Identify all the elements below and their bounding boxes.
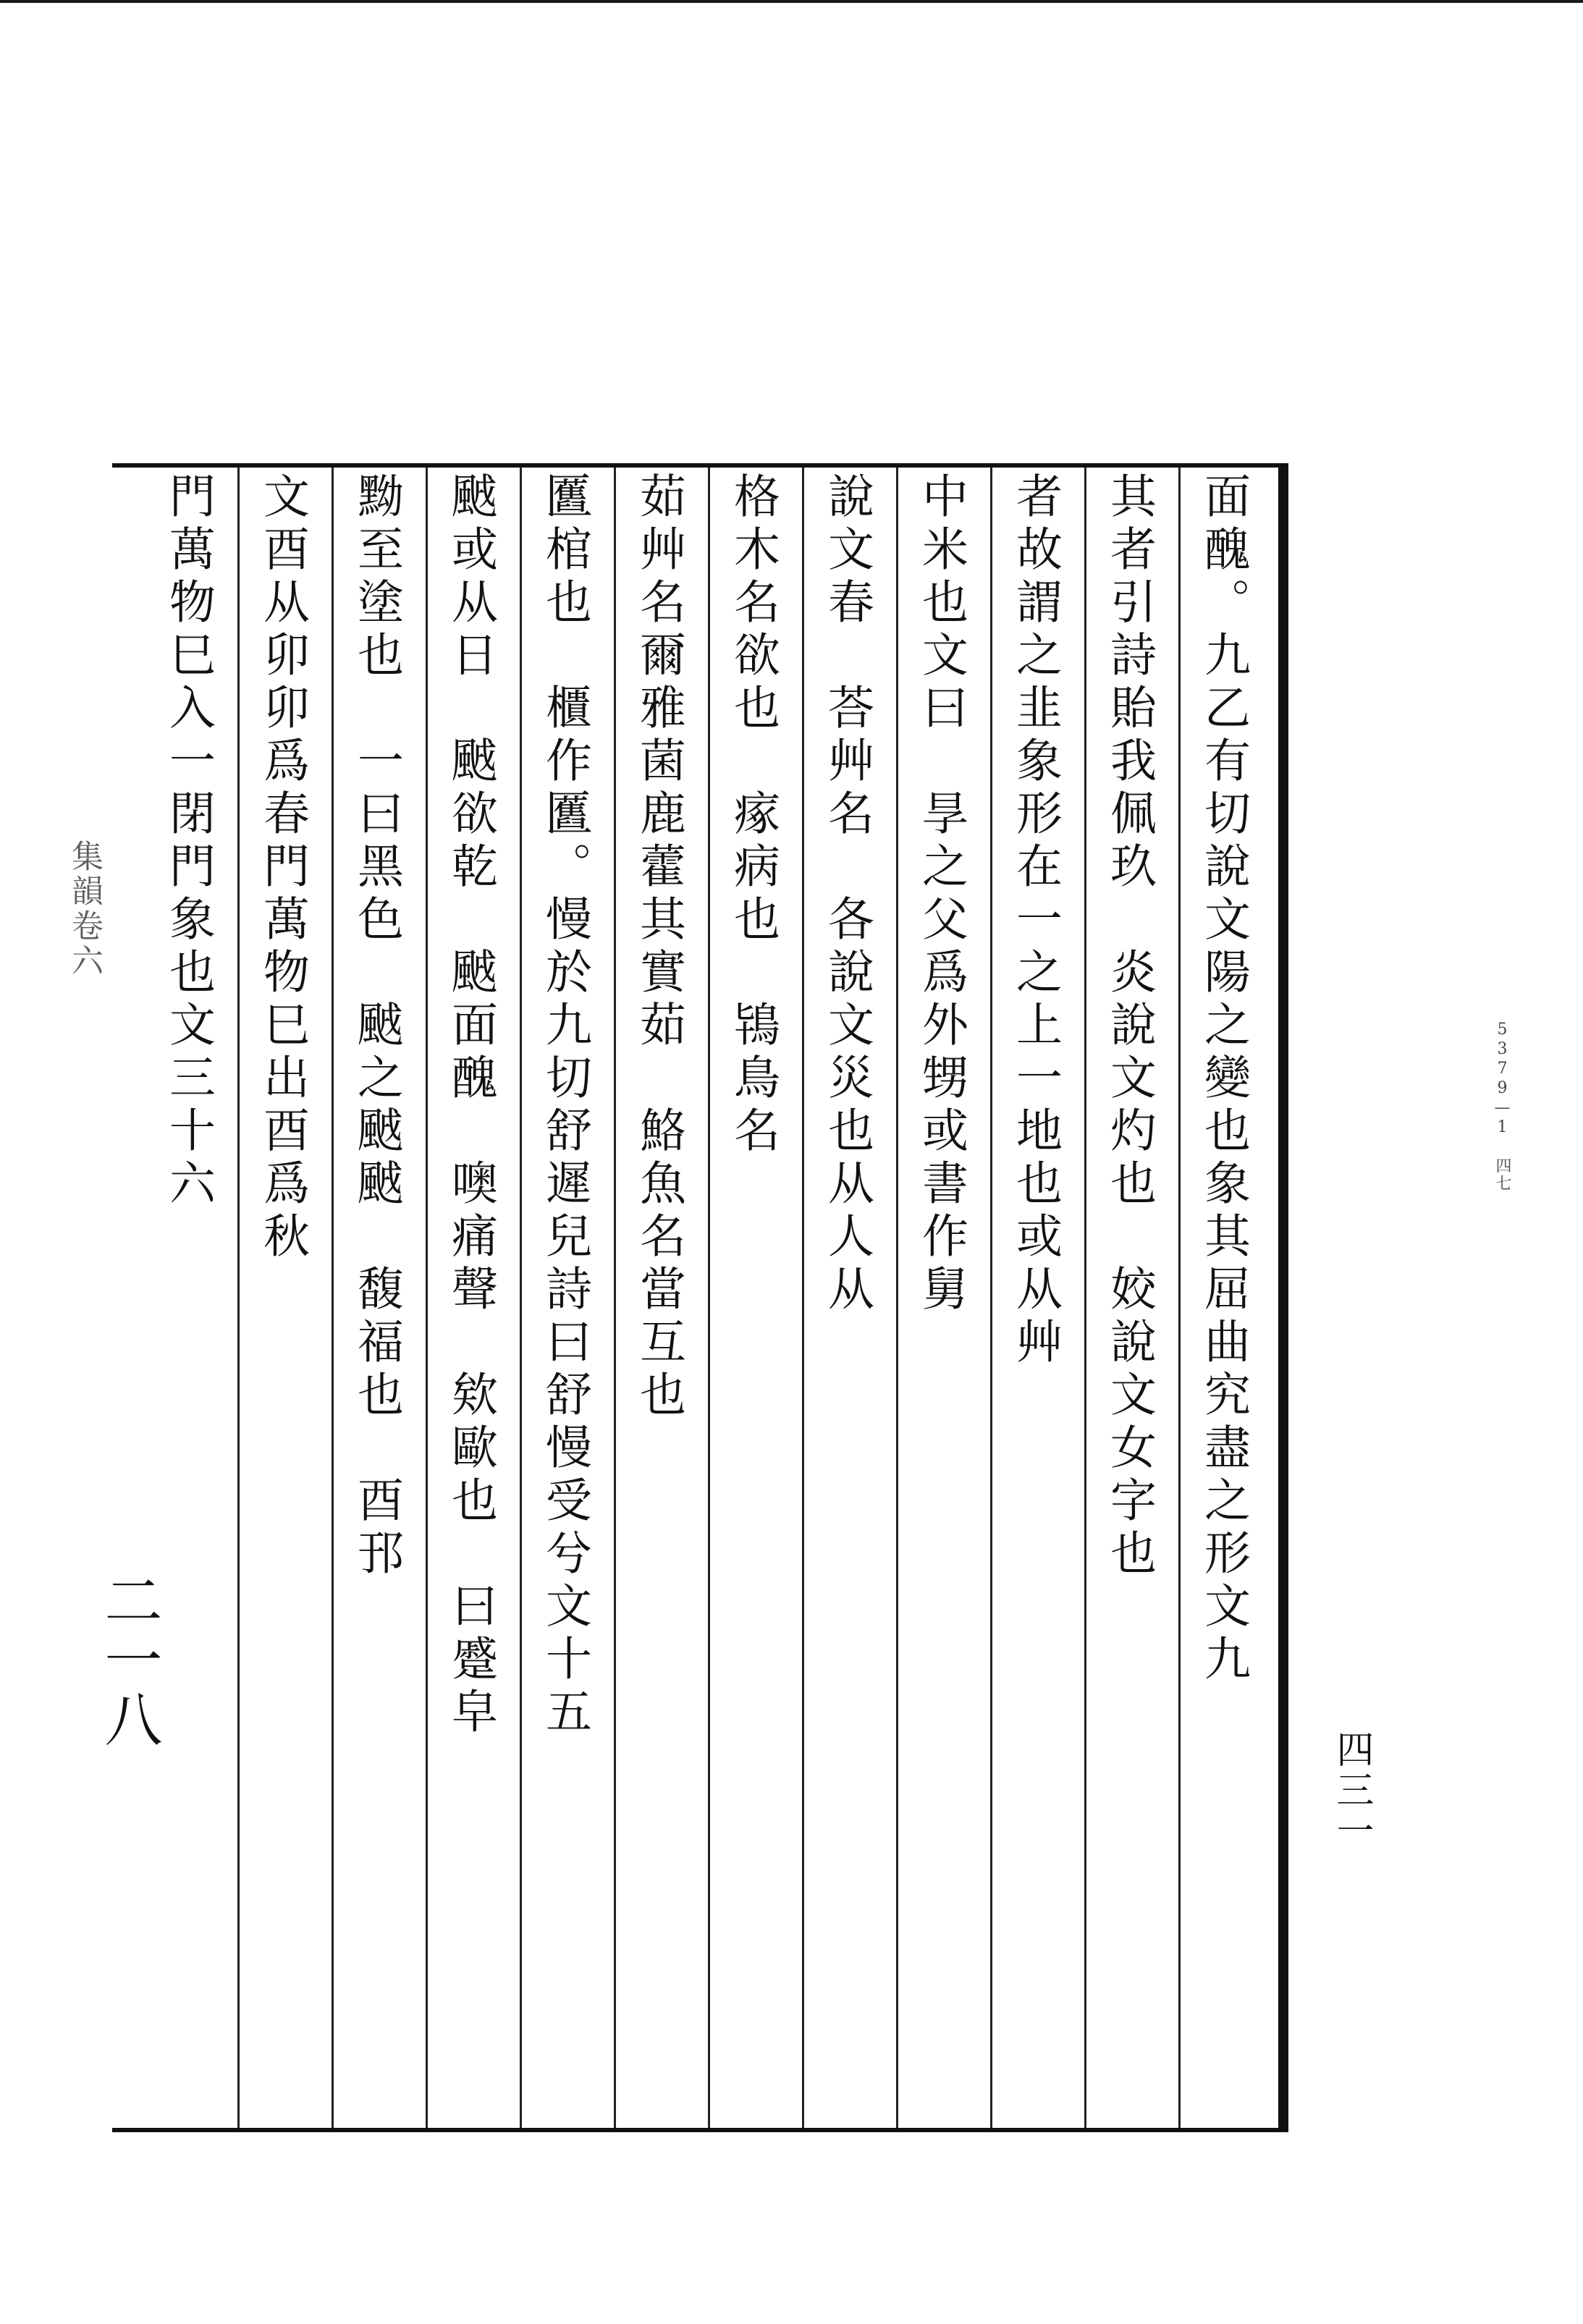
text-column-12: 門萬物巳入一閉門象也文三十六 — [161, 472, 215, 1212]
text-column-7: 茹艸名爾雅菌鹿藿其實茹 鮥魚名當互也 — [632, 472, 685, 1423]
text-column-1: 面醜。九乙有切說文陽之變也象其屈曲究盡之形文九 — [1196, 472, 1250, 1687]
column-rule — [802, 468, 804, 2128]
text-column-6: 格木名欲也 瘃病也 鴇鳥名 — [726, 472, 780, 1159]
column-rule — [708, 468, 710, 2128]
text-column-8: 匶棺也 櫃作匶。慢於九切舒遲兒詩曰舒慢受兮文十五 — [538, 472, 591, 1740]
column-rule — [896, 468, 898, 2128]
margin-stamp: 5379—1 四七 — [1493, 1021, 1511, 1192]
text-column-5: 說文春 荅艸名 各說文災也从人从 — [820, 472, 874, 1317]
text-column-3: 者故謂之韭象形在一之上一地也或从艸 — [1008, 472, 1062, 1370]
text-column-11: 文酉从卯卯爲春門萬物巳出酉爲秋 — [256, 472, 309, 1264]
column-rule — [990, 468, 992, 2128]
column-rule — [426, 468, 428, 2128]
column-rule — [332, 468, 334, 2128]
column-rule — [237, 468, 240, 2128]
page-number-right: 四三一 — [1330, 1730, 1373, 1851]
book-title: 集韻卷六 — [66, 840, 103, 979]
column-rule — [1178, 468, 1181, 2128]
text-column-4: 中米也文曰 㫗之父爲外甥或書作舅 — [914, 472, 968, 1317]
text-column-9: 䬄或从日 䬄欲乾 䬄面醜 噢痛聲 欸歐也 曰蹙皁 — [444, 472, 497, 1740]
top-rule — [0, 0, 1583, 3]
column-rule — [520, 468, 522, 2128]
column-rule — [614, 468, 616, 2128]
page-number-left: 二一八 — [95, 1571, 162, 1749]
column-rule — [1084, 468, 1086, 2128]
text-column-2: 其者引詩貽我佩玖 炎說文灼也 姣說文女字也 — [1102, 472, 1156, 1581]
text-column-10: 黝至塗也 一曰黑色 䬄之䬄䬄 馥福也 酉邘 — [350, 472, 403, 1581]
